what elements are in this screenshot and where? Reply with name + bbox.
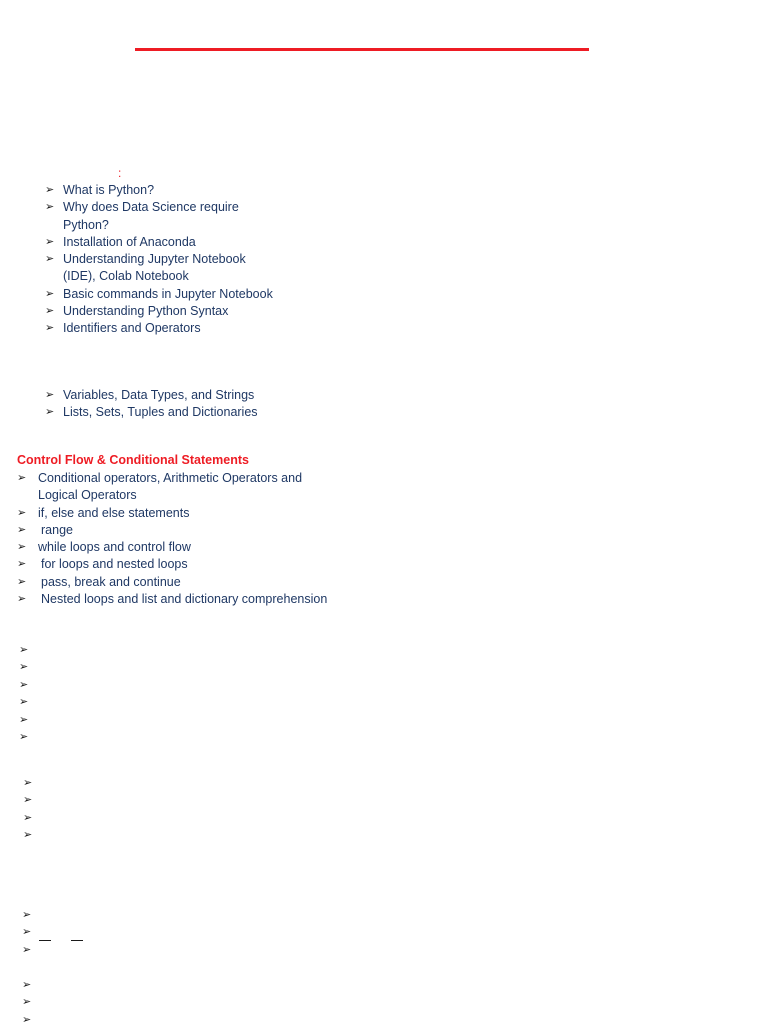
empty-bullet-group-c — [22, 907, 31, 959]
arrow-bullet-icon: ➢ — [19, 696, 29, 709]
list-item — [17, 539, 397, 556]
list-item — [17, 470, 338, 505]
list-item — [17, 574, 397, 591]
list-item — [17, 556, 397, 573]
arrow-bullet-icon: ➢ — [45, 305, 55, 318]
intro-topic-list — [45, 182, 275, 338]
arrow-bullet-icon: ➢ — [22, 1013, 32, 1026]
arrow-bullet-icon: ➢ — [45, 322, 55, 335]
arrow-bullet-icon: ➢ — [45, 287, 55, 300]
list-item-text: What is Python? — [63, 183, 155, 197]
list-item-text: while loops and control flow — [38, 540, 191, 555]
empty-bullet-group-a — [19, 642, 28, 746]
arrow-bullet-icon: ➢ — [17, 593, 27, 606]
arrow-bullet-icon: ➢ — [19, 731, 29, 744]
arrow-bullet-icon: ➢ — [17, 541, 27, 554]
arrow-bullet-icon: ➢ — [22, 943, 32, 956]
list-item-text: Installation of Anaconda — [63, 234, 196, 249]
arrow-bullet-icon: ➢ — [45, 389, 55, 401]
arrow-bullet-icon: ➢ — [19, 644, 29, 656]
list-item-text: Identifiers and Operators — [63, 321, 201, 336]
top-divider-line — [135, 48, 589, 51]
list-item-text: Nested loops and list and dictionary comprehension — [41, 592, 328, 607]
arrow-bullet-icon: ➢ — [17, 506, 27, 519]
arrow-bullet-icon: ➢ — [22, 909, 32, 921]
list-item — [45, 387, 345, 404]
arrow-bullet-icon: ➢ — [23, 777, 33, 789]
arrow-bullet-icon: ➢ — [45, 184, 55, 196]
list-item — [45, 234, 275, 251]
list-item-text: if, else and else statements — [38, 505, 190, 520]
list-item-text: Understanding Python Syntax — [63, 304, 229, 319]
list-item — [17, 522, 397, 539]
list-item — [45, 182, 275, 199]
arrow-bullet-icon: ➢ — [45, 201, 55, 214]
data-types-list — [45, 387, 345, 422]
arrow-bullet-icon: ➢ — [45, 253, 55, 266]
underscore-mark — [71, 940, 83, 941]
list-item-text: for loops and nested loops — [41, 557, 188, 572]
arrow-bullet-icon: ➢ — [19, 678, 29, 691]
list-item — [45, 251, 275, 286]
arrow-bullet-icon: ➢ — [22, 979, 32, 991]
arrow-bullet-icon: ➢ — [23, 829, 33, 842]
list-item — [45, 303, 275, 320]
arrow-bullet-icon: ➢ — [22, 926, 32, 939]
arrow-bullet-icon: ➢ — [17, 523, 27, 536]
list-item — [45, 404, 345, 421]
control-flow-list — [17, 470, 397, 608]
arrow-bullet-icon: ➢ — [23, 811, 33, 824]
list-item — [45, 286, 275, 303]
list-item — [45, 320, 275, 337]
arrow-bullet-icon: ➢ — [19, 661, 29, 674]
arrow-bullet-icon: ➢ — [45, 406, 55, 419]
control-flow-heading: Control Flow & Conditional Statements — [17, 453, 249, 467]
list-item-text: range — [41, 522, 73, 537]
empty-bullet-group-b — [23, 775, 32, 845]
arrow-bullet-icon: ➢ — [17, 472, 27, 484]
list-item-text: Variables, Data Types, and Strings — [63, 388, 255, 402]
arrow-bullet-icon: ➢ — [19, 713, 29, 726]
arrow-bullet-icon: ➢ — [17, 575, 27, 588]
list-item-text: Why does Data Science require Python? — [63, 200, 239, 232]
list-item — [17, 505, 397, 522]
arrow-bullet-icon: ➢ — [45, 235, 55, 248]
empty-bullet-group-d — [22, 977, 31, 1029]
underscore-mark — [39, 940, 51, 941]
list-item — [45, 199, 275, 234]
list-item-text: Basic commands in Jupyter Notebook — [63, 286, 273, 301]
arrow-bullet-icon: ➢ — [17, 558, 27, 571]
arrow-bullet-icon: ➢ — [23, 794, 33, 807]
list-item-text: pass, break and continue — [41, 574, 181, 589]
header-colon: : — [118, 166, 122, 180]
list-item-text: Lists, Sets, Tuples and Dictionaries — [63, 405, 258, 420]
list-item-text: Conditional operators, Arithmetic Operators and Logical Operators — [38, 471, 303, 503]
list-item-text: Understanding Jupyter Notebook (IDE), Colab Notebook — [63, 252, 246, 284]
arrow-bullet-icon: ➢ — [22, 996, 32, 1009]
list-item — [17, 591, 397, 608]
